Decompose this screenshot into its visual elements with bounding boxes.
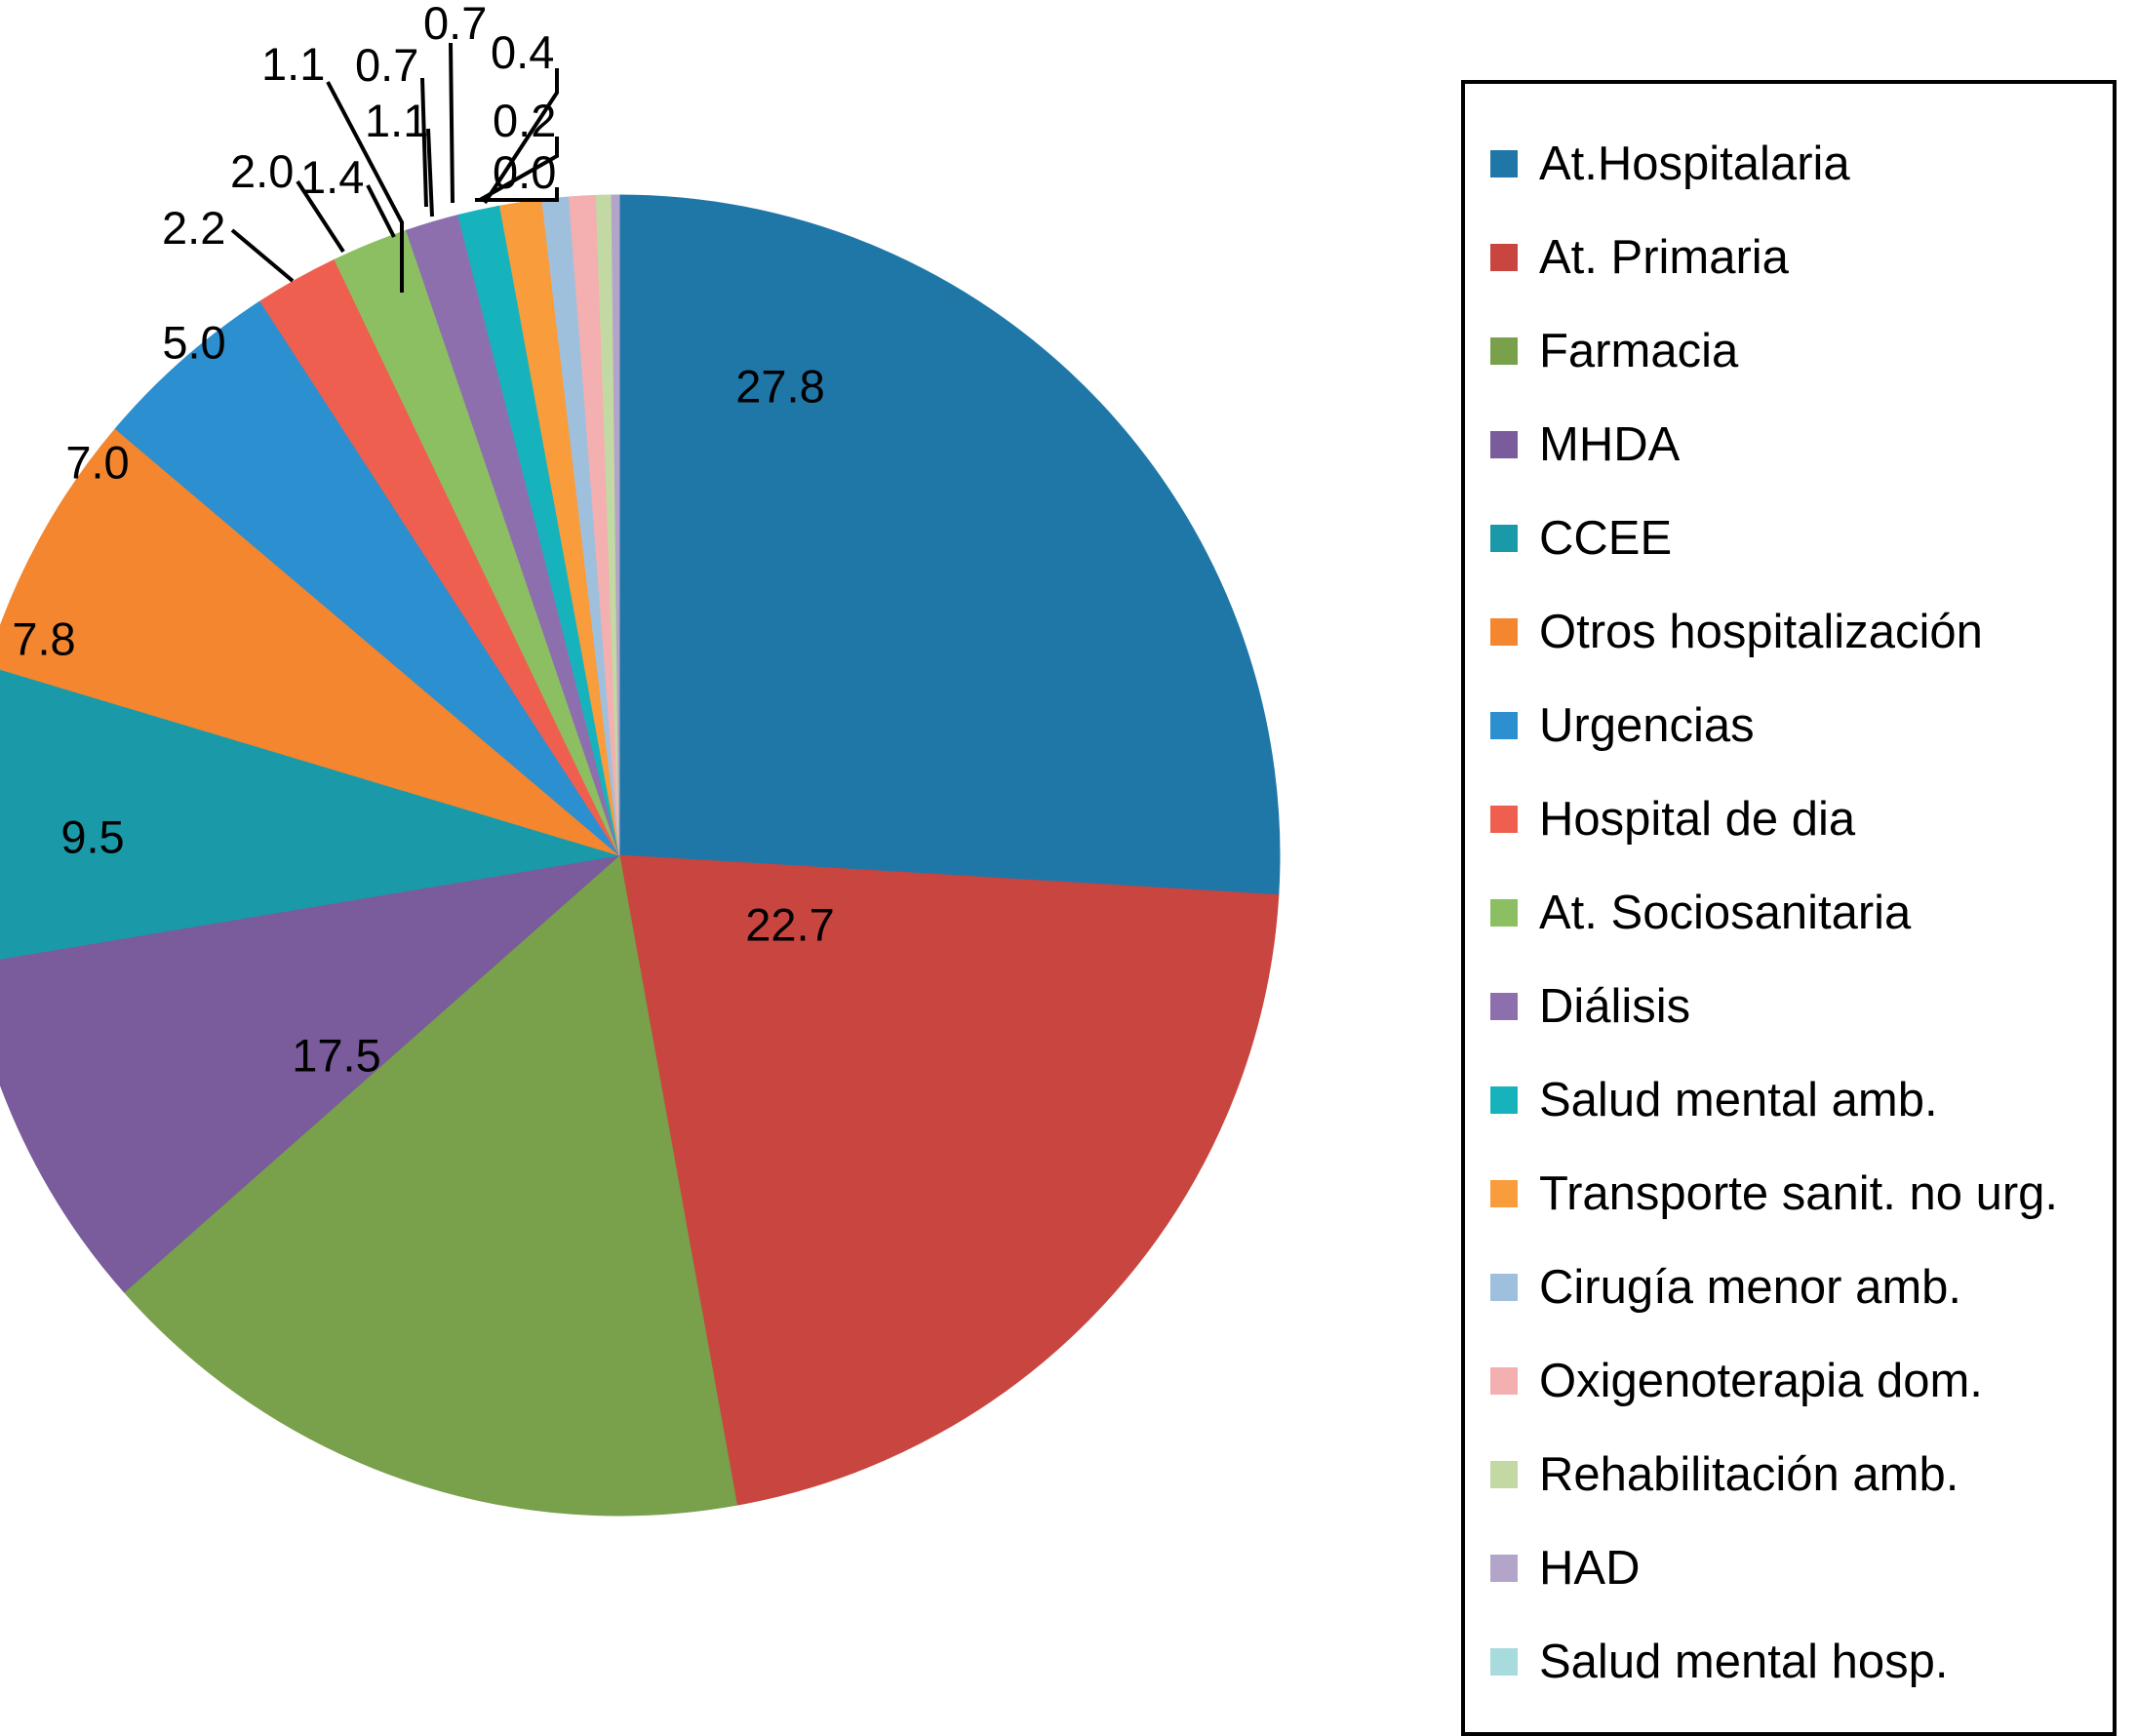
legend-item-label: Cirugía menor amb. (1539, 1260, 1962, 1314)
callout-leader-line (451, 43, 453, 203)
legend-item[interactable] (1490, 304, 2113, 398)
callout-value-label: 1.1 (365, 95, 429, 146)
legend-item[interactable] (1490, 960, 2113, 1053)
legend-item-label: Salud mental hosp. (1539, 1635, 1949, 1688)
legend-item-label: HAD (1539, 1541, 1641, 1595)
legend-item[interactable] (1490, 1521, 2113, 1615)
legend-swatch-icon (1490, 712, 1518, 739)
legend-item-label: Hospital de dia (1539, 792, 1856, 846)
legend-swatch-icon (1490, 618, 1518, 646)
legend-swatch-icon (1490, 806, 1518, 833)
slice-value-label: 5.0 (162, 316, 226, 369)
legend-item-label: CCEE (1539, 511, 1673, 565)
legend (1461, 80, 2117, 1736)
legend-swatch-icon (1490, 337, 1518, 365)
callout-value-label: 2.2 (162, 202, 226, 254)
callout-value-label: 2.0 (230, 145, 295, 197)
legend-item-label: Salud mental amb. (1539, 1073, 1938, 1126)
legend-item-label: Diálisis (1539, 979, 1691, 1033)
legend-item[interactable] (1490, 866, 2113, 960)
legend-swatch-icon (1490, 244, 1518, 271)
legend-swatch-icon (1490, 1086, 1518, 1114)
legend-item-label: MHDA (1539, 417, 1681, 471)
pie-slice[interactable] (619, 195, 1280, 895)
legend-item-label: At. Primaria (1539, 230, 1789, 284)
callout-value-label: 1.4 (300, 151, 365, 203)
legend-swatch-icon (1490, 1648, 1518, 1676)
legend-item-label: At. Sociosanitaria (1539, 886, 1912, 939)
legend-item[interactable] (1490, 585, 2113, 679)
slice-value-label: 7.0 (65, 436, 130, 489)
legend-item[interactable] (1490, 772, 2113, 866)
legend-item[interactable] (1490, 211, 2113, 304)
legend-item-label: Transporte sanit. no urg. (1539, 1166, 2059, 1220)
legend-swatch-icon (1490, 993, 1518, 1020)
slice-value-label: 9.5 (60, 810, 125, 863)
legend-item[interactable] (1490, 398, 2113, 492)
slice-value-label: 17.5 (292, 1029, 381, 1082)
legend-item-label: Otros hospitalización (1539, 605, 1983, 658)
callout-value-label: 0.7 (355, 39, 419, 91)
legend-swatch-icon (1490, 899, 1518, 927)
callout-leader-line (368, 185, 394, 237)
callout-value-label: 0.2 (493, 95, 557, 146)
callout-value-label: 0.7 (423, 0, 488, 49)
legend-item-label: Oxigenoterapia dom. (1539, 1354, 1983, 1407)
pie-slices (0, 195, 1280, 1516)
slice-value-label: 7.8 (12, 612, 76, 665)
legend-item[interactable] (1490, 1615, 2113, 1709)
callout-value-label: 0.0 (493, 146, 557, 198)
callout-leader-line (428, 129, 432, 217)
legend-item-label: At.Hospitalaria (1539, 137, 1850, 190)
legend-item[interactable] (1490, 1241, 2113, 1334)
slice-value-label: 27.8 (735, 360, 825, 413)
legend-swatch-icon (1490, 525, 1518, 552)
legend-swatch-icon (1490, 1274, 1518, 1301)
legend-swatch-icon (1490, 1180, 1518, 1207)
legend-swatch-icon (1490, 1367, 1518, 1395)
callout-leader-line (232, 230, 293, 281)
legend-item-label: Rehabilitación amb. (1539, 1447, 1959, 1501)
slice-value-label: 22.7 (745, 898, 835, 951)
legend-item[interactable] (1490, 1334, 2113, 1428)
legend-swatch-icon (1490, 1461, 1518, 1488)
legend-swatch-icon (1490, 431, 1518, 458)
legend-item-label: Urgencias (1539, 698, 1755, 752)
legend-item[interactable] (1490, 679, 2113, 772)
legend-item-label: Farmacia (1539, 324, 1739, 377)
legend-item[interactable] (1490, 1428, 2113, 1521)
legend-item[interactable] (1490, 117, 2113, 211)
callout-value-label: 1.1 (261, 38, 326, 90)
legend-swatch-icon (1490, 1555, 1518, 1582)
callout-value-label: 0.4 (491, 26, 555, 78)
legend-item[interactable] (1490, 492, 2113, 585)
legend-swatch-icon (1490, 150, 1518, 178)
legend-item[interactable] (1490, 1147, 2113, 1241)
legend-item[interactable] (1490, 1053, 2113, 1147)
